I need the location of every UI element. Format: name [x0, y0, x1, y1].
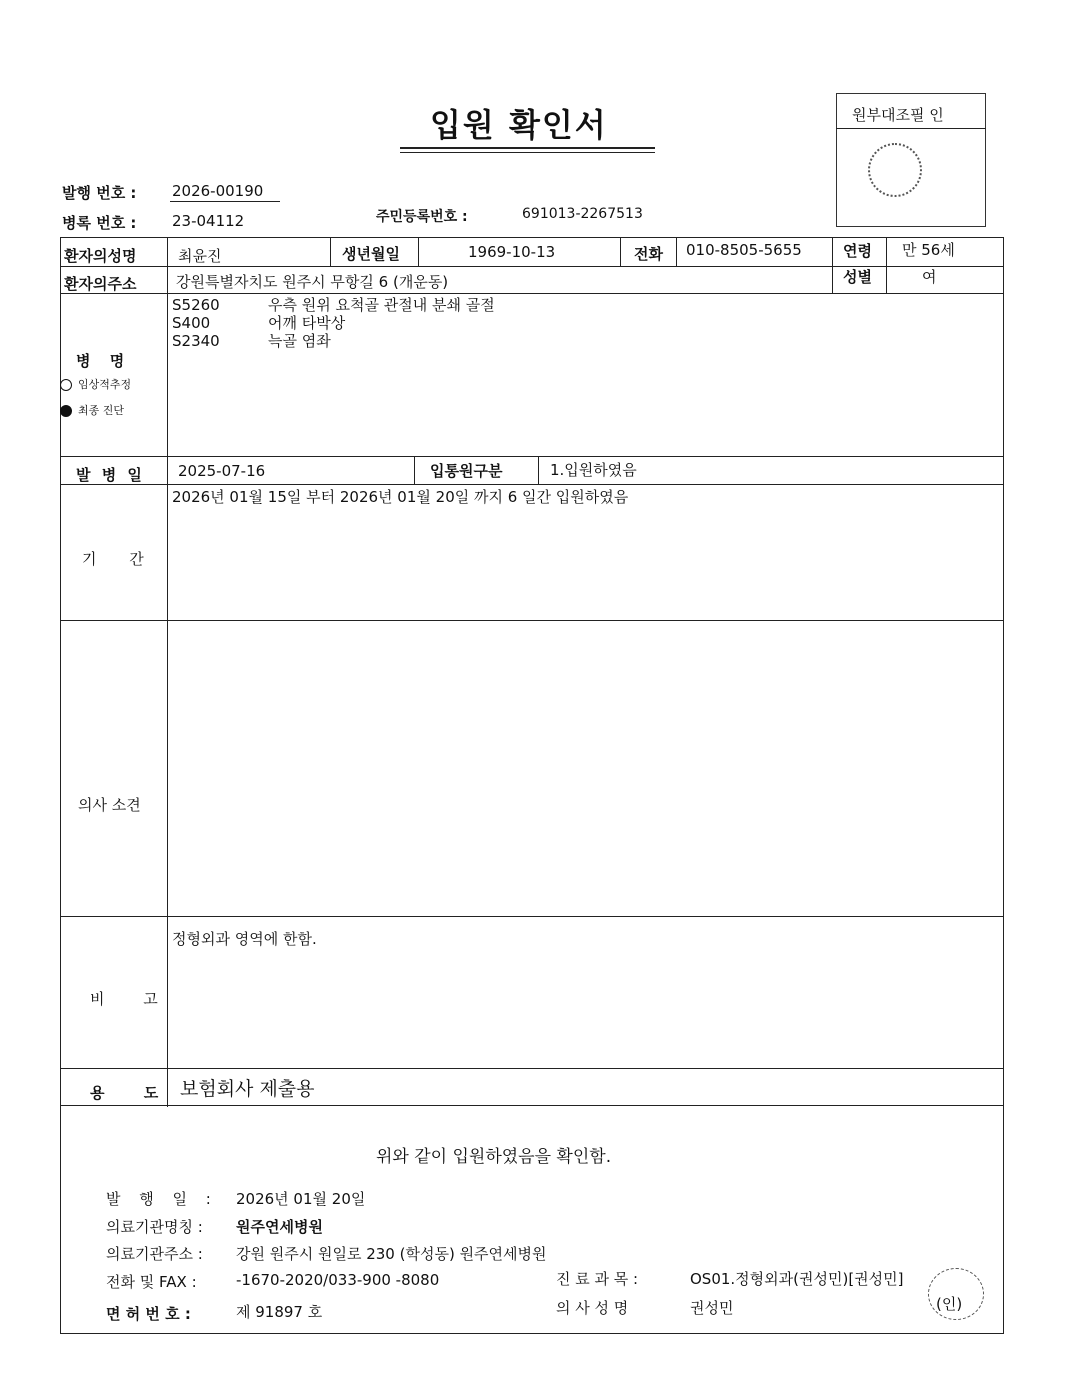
- sex: 여: [922, 268, 937, 286]
- birth-label: 생년월일: [342, 245, 400, 263]
- confirm-statement: 위와 같이 입원하였음을 확인함.: [376, 1147, 612, 1167]
- birth-date: 1969-10-13: [468, 243, 556, 261]
- seal-label: 원부대조필 인: [852, 106, 944, 124]
- license-no: 제 91897 호: [236, 1303, 323, 1321]
- opinion-label: 의사 소견: [78, 796, 141, 814]
- doctor-name: 권성민: [690, 1299, 734, 1317]
- hospital-name: 원주연세병원: [236, 1218, 323, 1236]
- period-label: 기 간: [82, 550, 144, 568]
- admission-period: 2026년 01월 15일 부터 2026년 01월 20일 까지 6 일간 입원하였음: [172, 488, 629, 506]
- tel: -1670-2020/033-900 -8080: [236, 1271, 440, 1289]
- record-no: 23-04112: [172, 212, 245, 230]
- issue-no-label: 발행 번호 :: [62, 184, 137, 202]
- seal-mark: (인): [936, 1295, 963, 1313]
- admit-type-label: 입통원구분: [430, 462, 503, 480]
- rrn: 691013-2267513: [522, 206, 643, 222]
- hospital-label: 의료기관명칭 :: [106, 1218, 203, 1236]
- diagnosis-label: 병 명: [76, 352, 125, 370]
- remarks-label: 비 고: [90, 990, 158, 1008]
- stamp-icon: [868, 143, 922, 197]
- onset-date: 2025-07-16: [178, 462, 266, 480]
- document-title: 입원 확인서: [430, 106, 608, 144]
- department: OS01.정형외과(권성민)[권성민]: [690, 1270, 904, 1288]
- phone-label: 전화: [634, 245, 663, 263]
- onset-label: 발 병 일: [76, 466, 142, 484]
- diagnosis-name-1: 우측 원위 요척골 관절내 분쇄 골절: [268, 296, 495, 314]
- age-label: 연령: [843, 242, 872, 260]
- tel-label: 전화 및 FAX :: [106, 1273, 197, 1291]
- patient-name-label: 환자의성명: [64, 247, 137, 265]
- admit-type: 1.입원하였음: [550, 461, 637, 479]
- option-clinical: 임상적추정: [60, 376, 131, 392]
- radio-filled-icon: [60, 405, 72, 417]
- radio-empty-icon: [60, 379, 72, 391]
- sex-label: 성별: [843, 268, 872, 286]
- patient-name: 최윤진: [178, 247, 222, 265]
- diagnosis-code-1: S5260: [172, 296, 220, 314]
- usage: 보험회사 제출용: [180, 1078, 315, 1100]
- age: 만 56세: [902, 241, 955, 259]
- address: 강원특별자치도 원주시 무항길 6 (개운동): [176, 273, 449, 291]
- doctor-label: 의 사 성 명: [556, 1299, 629, 1317]
- dept-label: 진 료 과 목 :: [556, 1270, 639, 1288]
- remarks-text: 정형외과 영역에 한함.: [172, 930, 317, 948]
- issue-date-label: 발 행 일 :: [106, 1190, 211, 1208]
- diagnosis-code-2: S400: [172, 314, 211, 332]
- phone: 010-8505-5655: [686, 241, 802, 259]
- diagnosis-name-3: 늑골 염좌: [268, 332, 331, 350]
- license-label: 면 허 번 호 :: [106, 1305, 191, 1323]
- diagnosis-name-2: 어깨 타박상: [268, 314, 346, 332]
- rrn-label: 주민등록번호 :: [376, 209, 468, 225]
- usage-label: 용 도: [90, 1084, 159, 1102]
- record-no-label: 병록 번호 :: [62, 214, 137, 232]
- address-label: 환자의주소: [64, 275, 137, 293]
- option-final: 최종 진단: [60, 402, 124, 418]
- hospital-addr-label: 의료기관주소 :: [106, 1245, 203, 1263]
- issue-date: 2026년 01월 20일: [236, 1190, 366, 1208]
- issue-no: 2026-00190: [172, 182, 264, 200]
- hospital-address: 강원 원주시 원일로 230 (학성동) 원주연세병원: [236, 1245, 547, 1263]
- diagnosis-code-3: S2340: [172, 332, 220, 350]
